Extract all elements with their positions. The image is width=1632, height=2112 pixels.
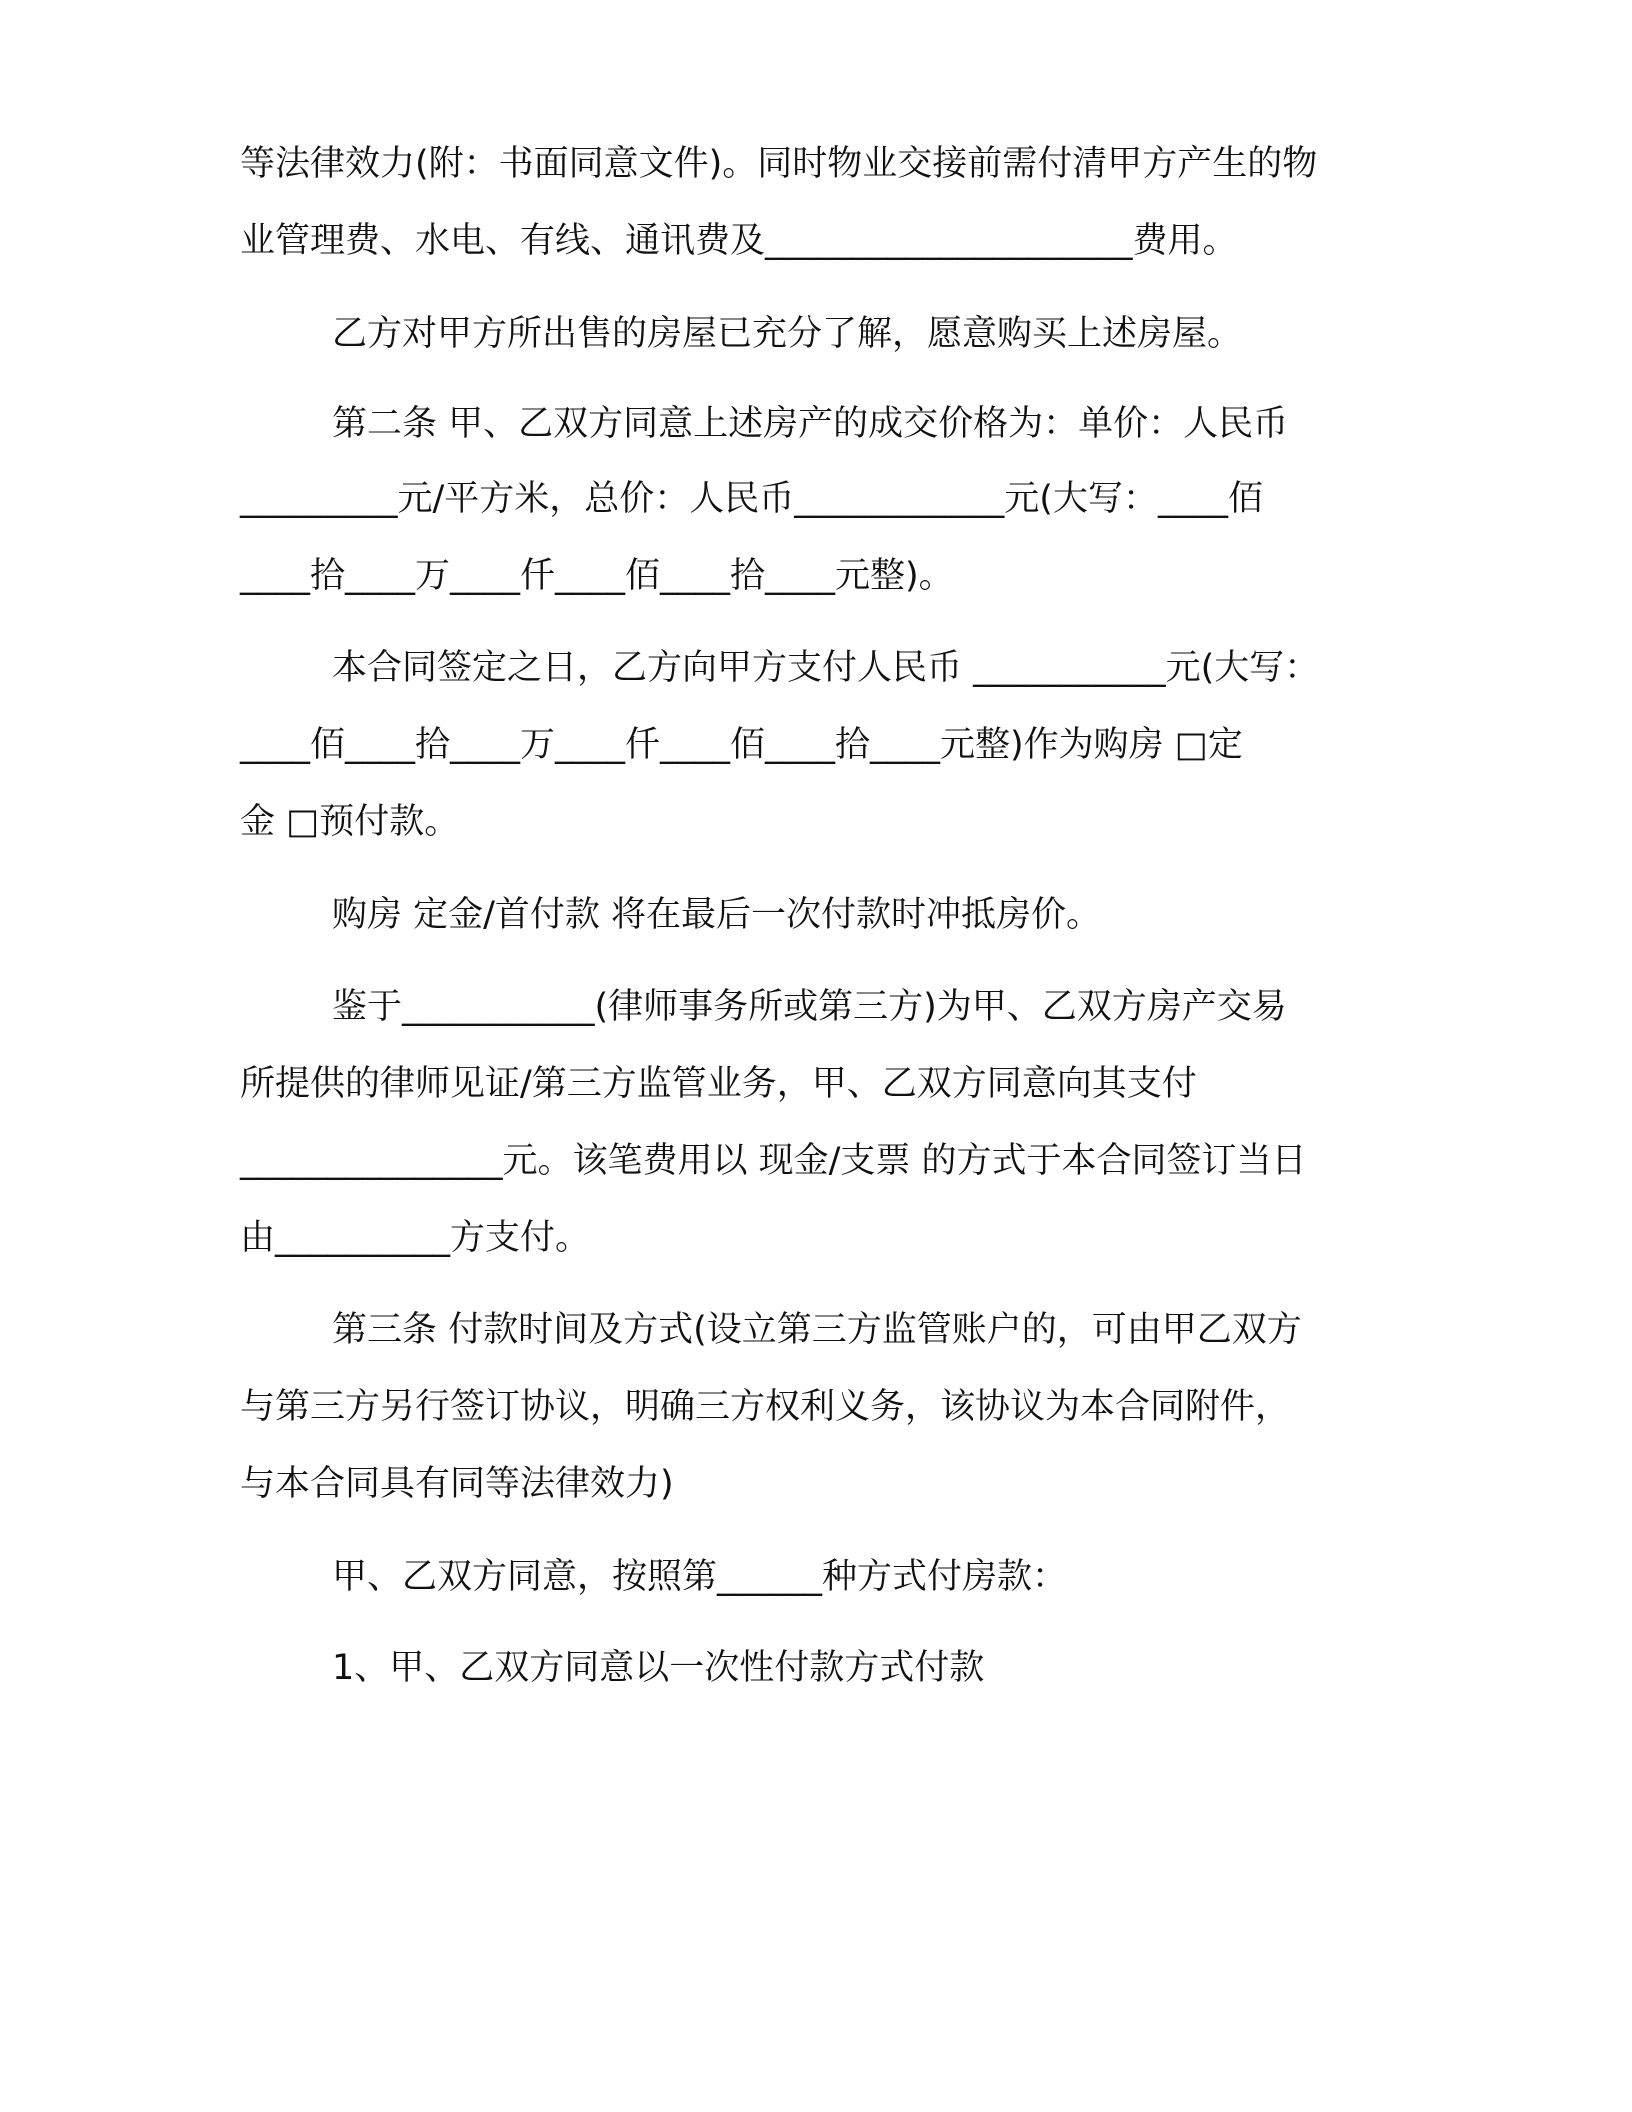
text-line: _______________元。该笔费用以 现金/支票 的方式于本合同签订当日: [240, 1141, 1307, 1181]
text-line: 鉴于___________(律师事务所或第三方)为甲、乙双方房产交易: [332, 987, 1287, 1027]
text-line: _________元/平方米，总价：人民币____________元(大写：____佰: [240, 479, 1263, 519]
text-line: 乙方对甲方所出售的房屋已充分了解，愿意购买上述房屋。: [332, 314, 1243, 354]
text-line: ____佰____拾____万____仟____佰____拾____元整)作为购房 □定: [240, 725, 1243, 765]
text-line: 所提供的律师见证/第三方监管业务，甲、乙双方同意向其支付: [240, 1064, 1197, 1104]
text-line: 与第三方另行签订协议，明确三方权利义务，该协议为本合同附件，: [240, 1387, 1291, 1427]
text-line: 第三条 付款时间及方式(设立第三方监管账户的，可由甲乙双方: [332, 1310, 1302, 1350]
text-line: 业管理费、水电、有线、通讯费及_____________________费用。: [240, 221, 1238, 261]
text-line: 金 □预付款。: [240, 802, 460, 842]
text-line: 由__________方支付。: [240, 1218, 591, 1258]
text-line: 等法律效力(附：书面同意文件)。同时物业交接前需付清甲方产生的物: [240, 144, 1318, 184]
text-line: 1、甲、乙双方同意以一次性付款方式付款: [332, 1648, 985, 1688]
text-line: 第二条 甲、乙双方同意上述房产的成交价格为：单价：人民币: [332, 404, 1289, 444]
text-line: 本合同签定之日，乙方向甲方支付人民币 ___________元(大写：: [332, 648, 1320, 688]
text-line: 甲、乙双方同意，按照第______种方式付房款：: [332, 1557, 1068, 1597]
text-line: ____拾____万____仟____佰____拾____元整)。: [240, 556, 954, 596]
text-line: 购房 定金/首付款 将在最后一次付款时冲抵房价。: [332, 895, 1102, 935]
text-line: 与本合同具有同等法律效力): [240, 1464, 674, 1504]
